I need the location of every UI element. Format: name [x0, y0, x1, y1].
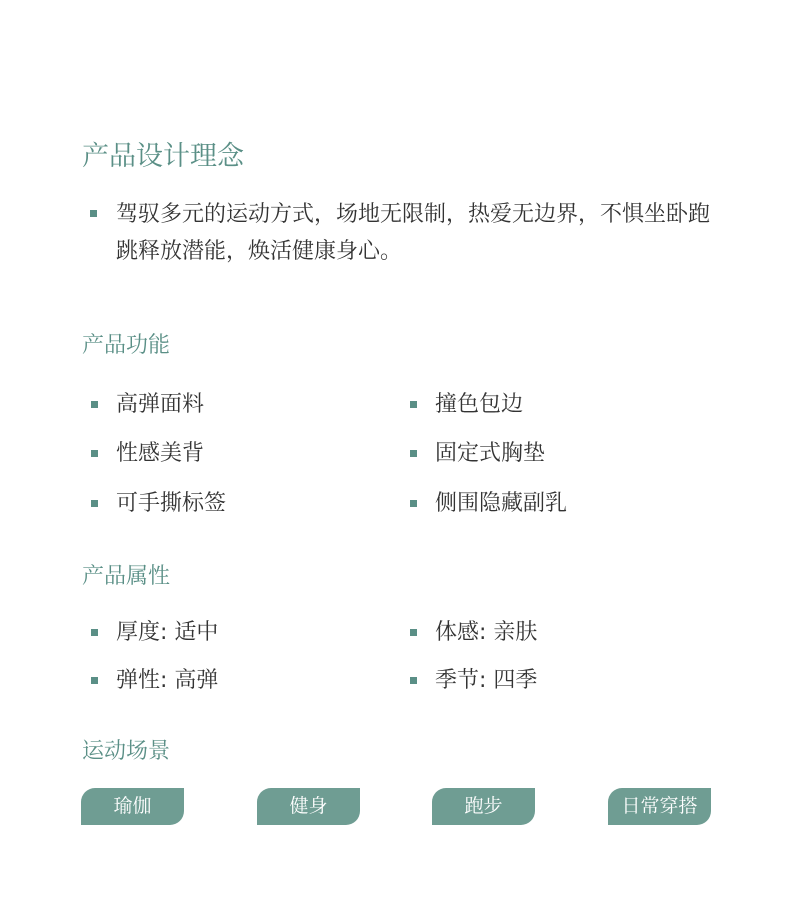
design-concept-item: [90, 196, 730, 270]
function-item-label: 撞色包边: [435, 392, 524, 417]
function-item-label: 固定式胸垫: [435, 441, 546, 466]
function-item-label: 高弹面料: [116, 392, 205, 417]
function-item: [410, 486, 567, 522]
attributes-heading: 产品属性: [82, 564, 171, 589]
function-item: [91, 486, 226, 522]
attribute-item-label: 季节: 四季: [435, 668, 538, 693]
bullet-square-icon: [91, 677, 98, 684]
function-item: [410, 436, 545, 472]
bullet-square-icon: [410, 677, 417, 684]
bullet-square-icon: [410, 401, 417, 408]
bullet-square-icon: [91, 629, 98, 636]
function-item: [91, 387, 204, 423]
attribute-item: [91, 663, 218, 699]
bullet-square-icon: [410, 629, 417, 636]
bullet-square-icon: [410, 450, 417, 457]
bullet-square-icon: [410, 500, 417, 507]
bullet-square-icon: [90, 210, 97, 217]
scene-tag-fitness: 健身: [257, 788, 360, 825]
scene-tag-running: 跑步: [432, 788, 535, 825]
bullet-square-icon: [91, 500, 98, 507]
attribute-item: [91, 615, 218, 651]
design-concept-heading: 产品设计理念: [82, 141, 244, 172]
design-concept-text: 驾驭多元的运动方式，场地无限制，热爱无边界，不惧坐卧跑跳释放潜能，焕活健康身心。: [116, 202, 711, 264]
function-item: [410, 387, 523, 423]
bullet-square-icon: [91, 450, 98, 457]
attribute-item-label: 体感: 亲肤: [435, 620, 538, 645]
function-item-label: 侧围隐藏副乳: [435, 491, 568, 516]
attribute-item: [410, 615, 537, 651]
function-item-label: 性感美背: [116, 441, 205, 466]
attribute-item: [410, 663, 537, 699]
attribute-item-label: 弹性: 高弹: [116, 668, 219, 693]
functions-heading: 产品功能: [82, 333, 171, 358]
scenes-heading: 运动场景: [82, 739, 171, 764]
function-item: [91, 436, 204, 472]
function-item-label: 可手撕标签: [116, 491, 227, 516]
scene-tag-daily-wear: 日常穿搭: [608, 788, 711, 825]
attribute-item-label: 厚度: 适中: [116, 620, 219, 645]
scene-tag-yoga: 瑜伽: [81, 788, 184, 825]
bullet-square-icon: [91, 401, 98, 408]
